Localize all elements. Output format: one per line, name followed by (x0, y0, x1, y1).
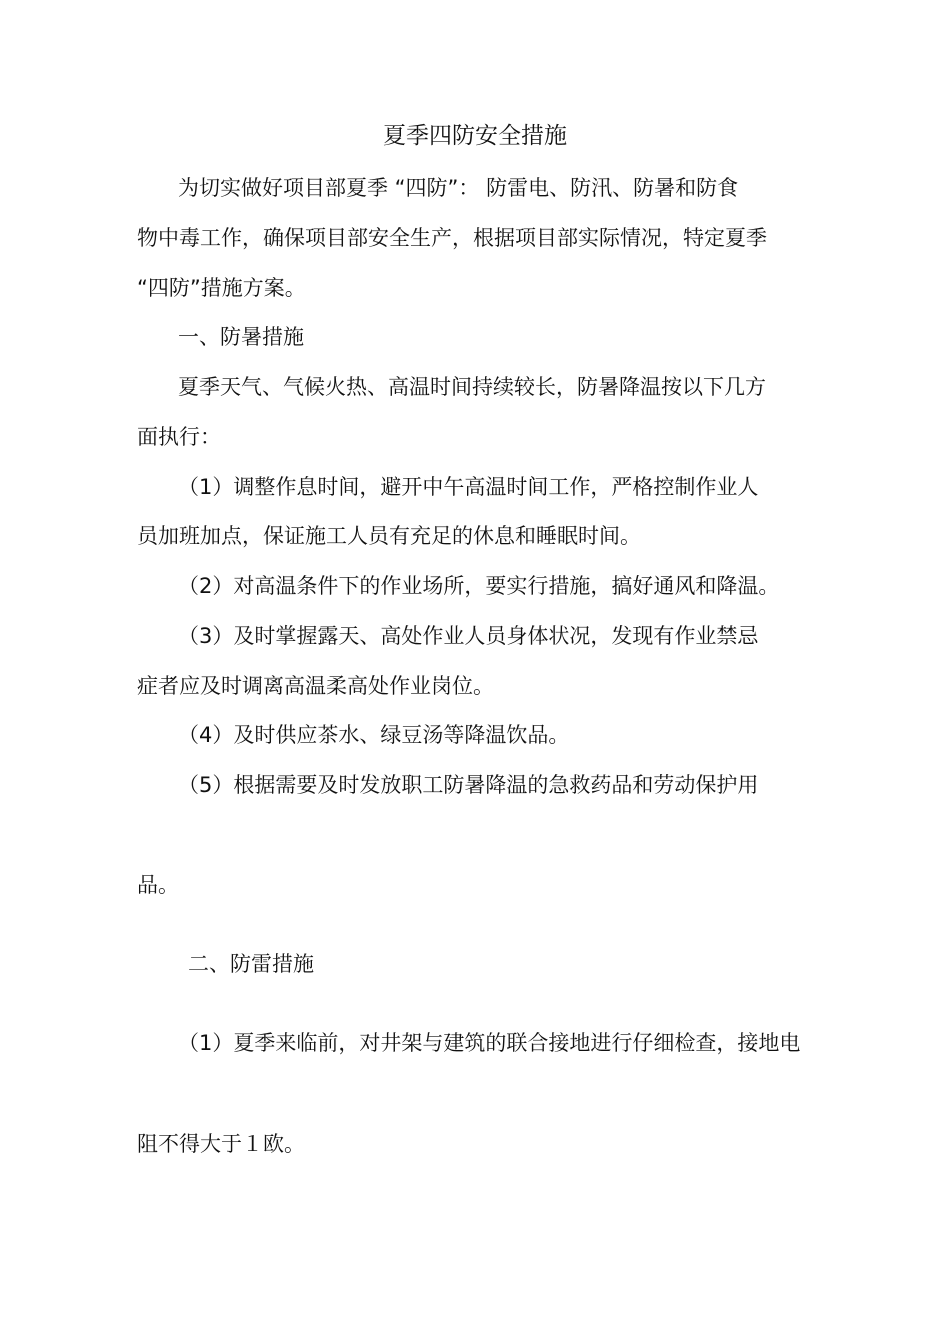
paragraph-line: 为切实做好项目部夏季 “四防”： 防雷电、防汛、防暑和防食 (178, 176, 739, 200)
list-item-line: 员加班加点，保证施工人员有充足的休息和睡眠时间。 (137, 524, 641, 548)
paragraph-line: 面执行： (137, 425, 221, 449)
list-item-line: （2）对高温条件下的作业场所，要实行措施，搞好通风和降温。 (178, 574, 780, 598)
list-item-line: （4）及时供应茶水、绿豆汤等降温饮品。 (178, 723, 570, 747)
paragraph-line: “四防”措施方案。 (137, 276, 306, 300)
section-heading: 一、防暑措施 (178, 325, 304, 349)
list-item-line: （1）夏季来临前，对井架与建筑的联合接地进行仔细检查，接地电 (178, 1031, 801, 1055)
paragraph-line: 夏季天气、气候火热、高温时间持续较长，防暑降温按以下几方 (178, 375, 766, 399)
section-heading: 二、防雷措施 (188, 952, 314, 976)
document-title: 夏季四防安全措施 (383, 123, 567, 149)
list-item-line: 品。 (137, 873, 179, 897)
paragraph-line: 物中毒工作，确保项目部安全生产，根据项目部实际情况，特定夏季 (137, 226, 767, 250)
list-item-line: （5）根据需要及时发放职工防暑降温的急救药品和劳动保护用 (178, 773, 759, 797)
list-item-line: 阻不得大于１欧。 (137, 1132, 305, 1156)
list-item-line: （3）及时掌握露天、高处作业人员身体状况，发现有作业禁忌 (178, 624, 759, 648)
list-item-line: （1）调整作息时间，避开中午高温时间工作，严格控制作业人 (178, 475, 759, 499)
list-item-line: 症者应及时调离高温柔高处作业岗位。 (137, 674, 494, 698)
